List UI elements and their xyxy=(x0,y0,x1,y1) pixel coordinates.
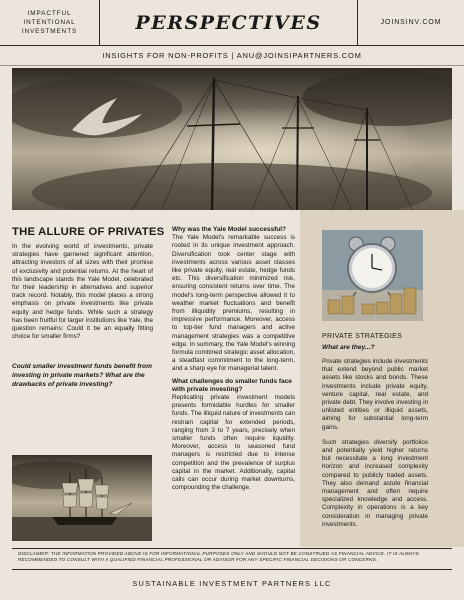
footer-company-name: SUSTAINABLE INVESTMENT PARTNERS LLC xyxy=(132,579,332,588)
tagline-line: INVESTMENTS xyxy=(21,28,78,35)
website-link[interactable]: JOINSINV.COM xyxy=(380,19,442,26)
answer-challenges: Replicating private investment models presents formidable hurdles for smaller funds. The illiquid nature of investments can restrain capital for extended periods, ranging from 3 to 7 years, precisely when smaller funds often require liquidity. Moreover, access to seasoned fund managers is restricted due to intense competition and the prevalence of surplus capital in the market. Additionally, capital calls can occur during market downturns, compounding the challenge. xyxy=(172,394,295,492)
tagline-line: INTENTIONAL xyxy=(23,19,76,26)
sidebar-title: PRIVATE STRATEGIES xyxy=(322,333,403,340)
question-heading-challenges: What challenges do smaller funds face with private investing? xyxy=(172,377,292,393)
article-heading: THE ALLURE OF PRIVATES xyxy=(12,226,165,238)
sidebar-text xyxy=(322,358,428,536)
clock-and-coins-photo xyxy=(322,230,423,321)
article-intro: In the evolving world of investments, private strategies have garnered significant attention, attracting investors of all sizes with their promise of exclusivity and potential returns. At the heart of this landscape stands the Yale Model, celebrated for their leadership in alternatives and superior track record. Notably, this model places a strong emphasis on private investments like private equity and hedge funds. While such a strategy has been fruitful for larger institutions like Yale, the question remains: Could it be an equally fitting choice for smaller firms? xyxy=(12,243,153,341)
sidebar-paragraph-considerations: Such strategies diversify portfolios and potentially yield higher returns but necessitate a long investment horizon and increased complexity compared to publicly traded assets. They also demand astute financial management and often require specialized knowledge and access. Complexity in operations is a key consideration in managing private investments. xyxy=(322,438,428,528)
seagull-and-ship-masts-photo xyxy=(12,68,452,210)
article-column-middle xyxy=(172,226,295,497)
sidebar-subtitle: What are they...? xyxy=(322,344,375,351)
masthead xyxy=(0,0,464,46)
sailing-ship-photo xyxy=(12,455,152,541)
article-column-left xyxy=(12,226,165,389)
disclaimer: DISCLAIMER: THE INFORMATION PROVIDED ABOVE IS FOR INFORMATIONAL PURPOSES ONLY AND SHOULD NOT BE CONSTRUED AS FINANCIAL ADVICE. IT IS ALWAYS RECOMMENDED TO CONSULT WITH A QUALIFIED FINANCIAL PROFESSIONAL OR ADVISOR FOR ANY SPECIFIC FINANCIAL DECISIONS OR CONCERNS. xyxy=(12,548,452,570)
subtitle-bar: INSIGHTS FOR NON-PROFITS | ANU@JOINSIPARTNERS.COM xyxy=(0,46,464,66)
sidebar-paragraph-definition: Private strategies include investments that extend beyond public market assets like stocks and bonds. These investments include private equity, venture capital, real estate, and private debt. They involve investing in unlisted entities or illiquid assets, aiming for substantial long-term gains. xyxy=(322,358,428,431)
hero-photo xyxy=(12,68,452,210)
tagline xyxy=(0,0,100,46)
answer-yale: The Yale Model's remarkable success is rooted in its unique investment approach. Diversification took center stage with investments across various asset classes like private equity, real estate, hedge funds etc. This diversification minimized risk, ensuring consistent returns over time. The model's long-term perspective allowed it to weather market fluctuations and benefit from illiquidity premiums, resulting in impressive performance. Moreover, access to top-tier fund managers and active management strategies was a competitive edge. In summary, the Yale Model's winning formula combined strategic asset allocation, a steadfast commitment to the long-term, and a sharp eye for managerial talent. xyxy=(172,234,295,373)
pull-question: Could smaller investment funds benefit from investing in private markets? What are the drawbacks of private investing? xyxy=(12,363,152,388)
newsletter-title: PERSPECTIVES xyxy=(100,0,358,46)
question-heading-yale: Why was the Yale Model successful? xyxy=(172,226,287,233)
tagline-line: IMPACTFUL xyxy=(27,10,72,17)
